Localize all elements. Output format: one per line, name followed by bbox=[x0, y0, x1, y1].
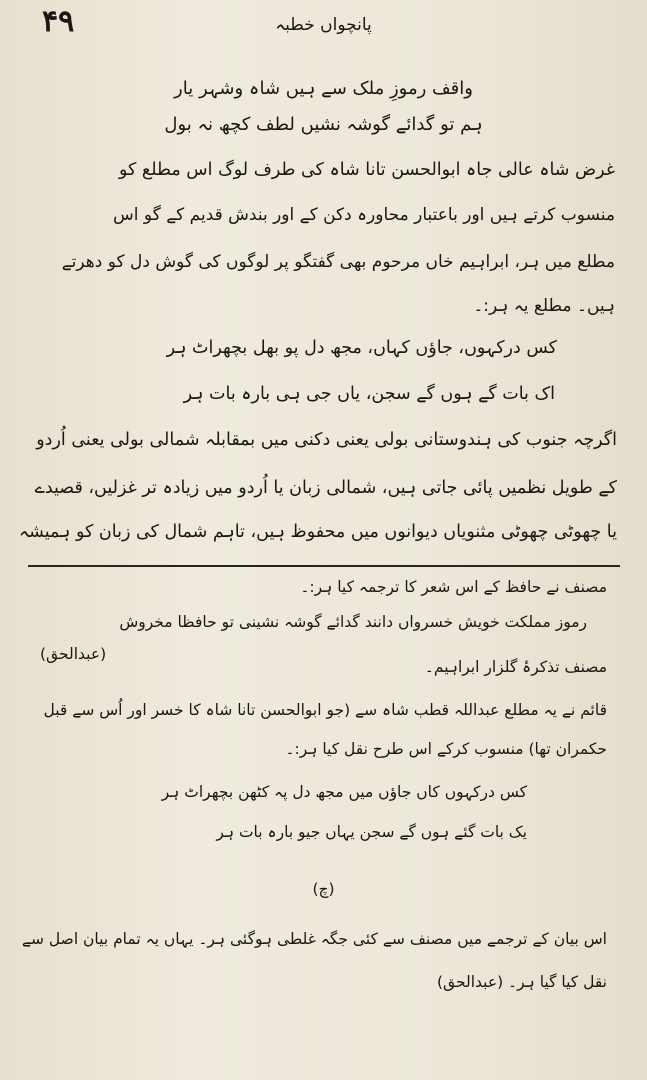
page-header-title: پانچواں خطبہ bbox=[275, 15, 372, 35]
page-number: ۴۹ bbox=[42, 4, 75, 39]
couplet-line: واقف رموزِ ملک سے ہیں شاہ وشہر یار bbox=[174, 78, 473, 99]
couplet-line: ہم تو گدائے گوشہ نشیں لطف کچھ نہ بول bbox=[164, 114, 483, 135]
text-line: یا چھوٹی چھوٹی مثنویاں دیوانوں میں محفوظ ہیں، تاہم شمال کی زبان کو ہمیشہ bbox=[18, 522, 617, 542]
signature: (عبدالحق) bbox=[40, 645, 107, 663]
section-marker: (چ) bbox=[312, 880, 335, 898]
couplet-line: کس درکہوں، جاؤں کہاں، مجھ دل پو بھل بچھراٹ ہر bbox=[166, 338, 557, 358]
text-line: غرض شاہ عالی جاہ ابوالحسن تانا شاہ کی طرف لوگ اس مطلع کو bbox=[118, 160, 615, 180]
footnote-53: قائم نے یہ مطلع عبداللہ قطب شاہ سے (جو ابوالحسن تانا شاہ کا خسر اور اُس سے قبل bbox=[43, 701, 607, 719]
text-line: ہیں۔ مطلع یہ ہر:۔ bbox=[473, 296, 615, 316]
footnote-verse: کس درکہوں کاں جاؤں میں مجھ دل پہ کٹھن بچھراٹ ہر bbox=[161, 783, 527, 801]
footnote-51: مصنف نے حافظ کے اس شعر کا ترجمہ کیا ہر:۔ bbox=[300, 578, 607, 596]
text-line: مطلع میں ہر، ابراہیم خاں مرحوم بھی گفتگو پر لوگوں کی گوش دل کو دھرتے bbox=[61, 252, 615, 272]
couplet-line: اک بات گے ہوں گے سجن، یاں جی ہی بارہ بات ہر bbox=[183, 384, 555, 404]
footnote-53-cont: حکمران تھا) منسوب کرکے اس طرح نقل کیا ہر:۔ bbox=[285, 740, 607, 758]
footnote-54-cont: نقل کیا گیا ہر۔ (عبدالحق) bbox=[437, 973, 607, 991]
text-line: منسوب کرتے ہیں اور باعتبار محاورہ دکن کے اور بندش قدیم کے گو اس bbox=[113, 205, 615, 225]
footnote-verse: یک بات گئے ہوں گے سجن یہاں جیو بارہ بات ہر bbox=[216, 823, 527, 841]
footnote-54: اس بیان کے ترجمے میں مصنف سے کئی جگہ غلطی ہوگئی ہر۔ یہاں یہ تمام بیان اصل سے bbox=[21, 930, 607, 948]
footnote-52: مصنف تذکرۂ گلزار ابراہیم۔ bbox=[424, 658, 607, 676]
text-line: کے طویل نظمیں پائی جاتی ہیں، شمالی زبان یا اُردو میں زیادہ تر غزلیں، قصیدے bbox=[34, 478, 617, 498]
persian-verse: رموز مملکت خویش خسرواں دانند گدائے گوشہ نشینی تو حافظا مخروش bbox=[119, 613, 587, 631]
footnote-divider bbox=[28, 565, 620, 567]
text-line: اگرچہ جنوب کی ہندوستانی بولی یعنی دکنی میں بمقابلہ شمالی بولی یعنی اُردو bbox=[36, 430, 617, 450]
